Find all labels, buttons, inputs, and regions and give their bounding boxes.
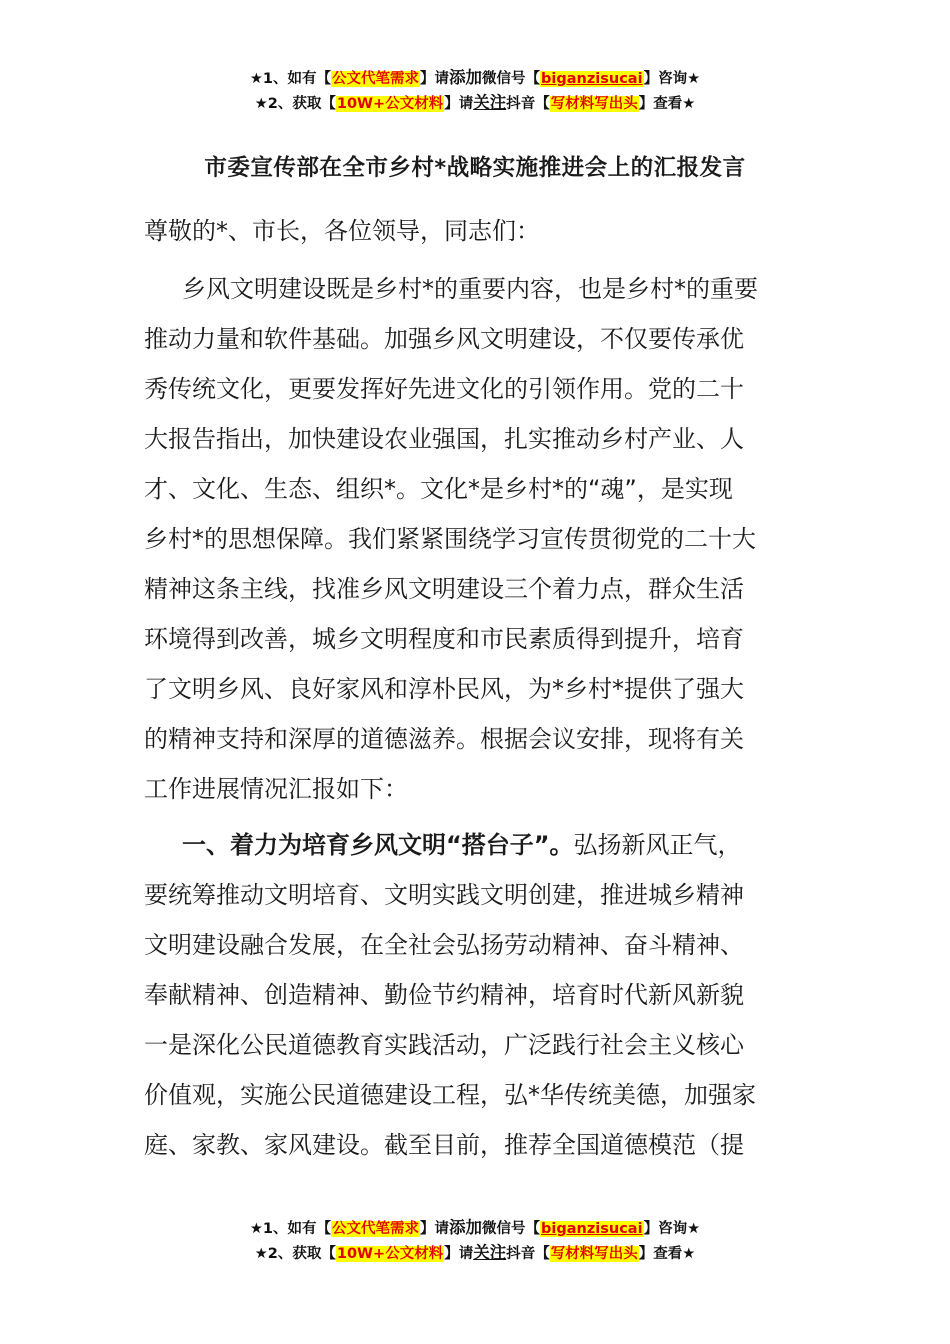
highlight-materials: 10W+公文材料 [336, 1246, 444, 1262]
highlight-douyin: 写材料写出头 [550, 96, 638, 112]
paragraph-line: 乡风文明建设既是乡村*的重要内容，也是乡村*的重要 [182, 275, 758, 303]
banner-text: 关注 [473, 93, 507, 112]
banner-line-1 [0, 1216, 950, 1241]
banner-line-2 [0, 91, 950, 116]
header-banner [0, 66, 950, 116]
banner-text: 】请 [420, 71, 450, 87]
banner-line-2 [0, 1241, 950, 1266]
paragraph-line: 的精神支持和深厚的道德滋养。根据会议安排，现将有关 [144, 725, 744, 753]
highlight-ghostwriting: 公文代笔需求 [332, 1221, 420, 1237]
paragraph-line: 大报告指出，加快建设农业强国，扎实推动乡村产业、人 [144, 425, 744, 453]
banner-text: 】咨询★ [643, 1221, 701, 1237]
footer-banner [0, 1216, 950, 1266]
paragraph-line: 乡村*的思想保障。我们紧紧围绕学习宣传贯彻党的二十大 [144, 525, 756, 553]
paragraph-line: 奉献精神、创造精神、勤俭节约精神，培育时代新风新貌 [144, 981, 744, 1009]
highlight-ghostwriting: 公文代笔需求 [332, 71, 420, 87]
banner-text: 】请 [420, 1221, 450, 1237]
banner-line-1 [0, 66, 950, 91]
paragraph-line: 要统筹推动文明培育、文明实践文明创建，推进城乡精神 [144, 881, 744, 909]
paragraph-line: 工作进展情况汇报如下： [144, 775, 408, 803]
paragraph-line: 文明建设融合发展，在全社会弘扬劳动精神、奋斗精神、 [144, 931, 744, 959]
section-1-first-line-rest: 弘扬新风正气， [573, 831, 742, 859]
banner-text: 】请 [444, 96, 474, 112]
section-1 [144, 820, 806, 1170]
banner-text: 】请 [444, 1246, 474, 1262]
banner-text: 微信号【 [482, 1221, 541, 1237]
banner-text: 添加 [449, 1218, 483, 1237]
paragraph-intro [144, 264, 806, 814]
paragraph-line: 了文明乡风、良好家风和淳朴民风，为*乡村*提供了强大 [144, 675, 744, 703]
banner-text: 抖音【 [506, 1246, 550, 1262]
section-1-heading: 一、着力为培育乡风文明“搭台子”。 [182, 831, 574, 859]
paragraph-line: 秀传统文化，更要发挥好先进文化的引领作用。党的二十 [144, 375, 744, 403]
section-1-first-line [144, 820, 806, 870]
banner-text: 微信号【 [482, 71, 541, 87]
banner-text: 】咨询★ [643, 71, 701, 87]
banner-text: 关注 [473, 1243, 507, 1262]
salutation: 尊敬的*、市长，各位领导，同志们： [144, 217, 540, 245]
banner-text: ★2、获取【 [254, 1246, 336, 1262]
banner-text: ★2、获取【 [254, 96, 336, 112]
wechat-id-link[interactable]: biganzisucai [541, 1221, 643, 1237]
banner-text: ★1、如有【 [249, 71, 332, 87]
paragraph-line: 一是深化公民道德教育实践活动，广泛践行社会主义核心 [144, 1031, 744, 1059]
banner-text: 】查看★ [638, 1246, 696, 1262]
banner-text: ★1、如有【 [249, 1221, 332, 1237]
paragraph-line: 精神这条主线，找准乡风文明建设三个着力点，群众生活 [144, 575, 744, 603]
highlight-douyin: 写材料写出头 [550, 1246, 638, 1262]
banner-text: 抖音【 [506, 96, 550, 112]
paragraph-line: 才、文化、生态、组织*。文化*是乡村*的“魂”，是实现 [144, 475, 733, 503]
highlight-materials: 10W+公文材料 [336, 96, 444, 112]
paragraph-line: 价值观，实施公民道德建设工程，弘*华传统美德，加强家 [144, 1081, 756, 1109]
banner-text: 添加 [449, 68, 483, 87]
document-title: 市委宣传部在全市乡村*战略实施推进会上的汇报发言 [204, 155, 746, 181]
paragraph-line: 环境得到改善，城乡文明程度和市民素质得到提升，培育 [144, 625, 744, 653]
paragraph-line: 推动力量和软件基础。加强乡风文明建设，不仅要传承优 [144, 325, 744, 353]
banner-text: 】查看★ [638, 96, 696, 112]
wechat-id-link[interactable]: biganzisucai [541, 71, 643, 87]
paragraph-line: 庭、家教、家风建设。截至目前，推荐全国道德模范（提 [144, 1131, 744, 1159]
